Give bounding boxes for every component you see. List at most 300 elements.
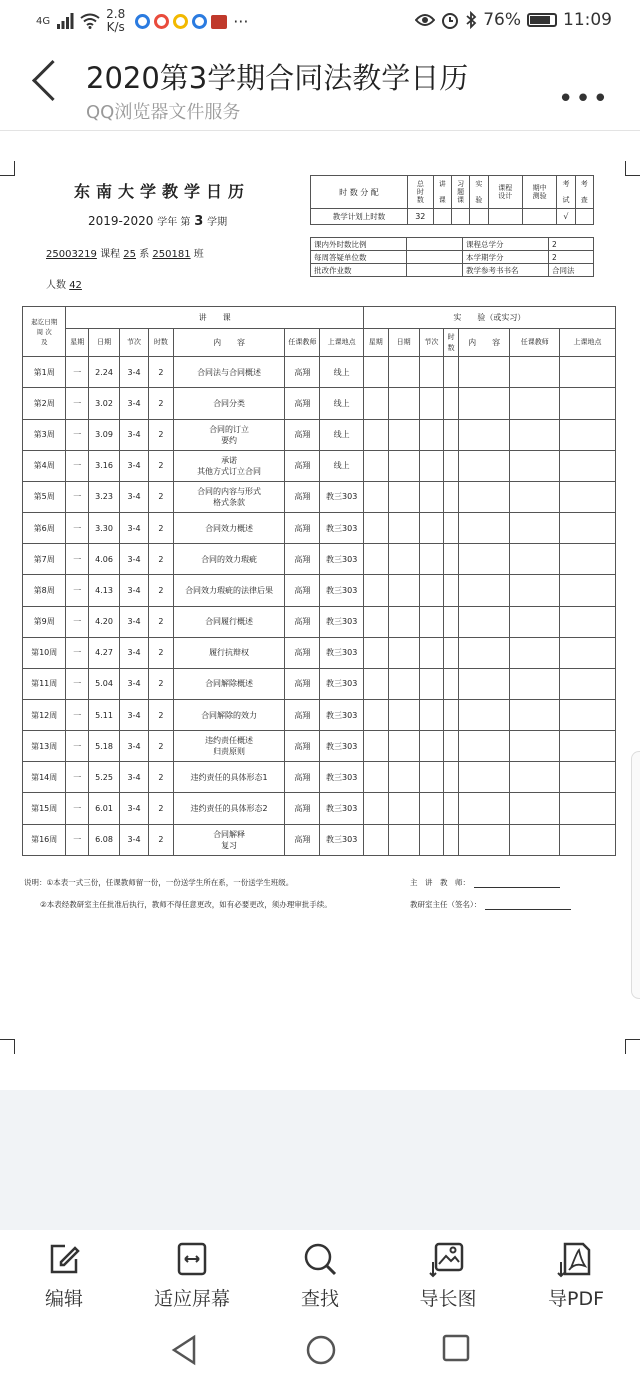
search-icon bbox=[301, 1240, 339, 1278]
cell-teacher: 高翔 bbox=[285, 513, 320, 544]
cell-period: 3-4 bbox=[120, 357, 149, 388]
cell-date: 5.18 bbox=[89, 731, 120, 762]
lab-cell bbox=[363, 606, 388, 637]
fit-screen-icon bbox=[173, 1240, 211, 1278]
lab-cell bbox=[458, 637, 510, 668]
lab-cell bbox=[510, 419, 560, 450]
cell-content: 合同分类 bbox=[173, 388, 285, 419]
document-page[interactable] bbox=[0, 131, 640, 1090]
cell-day: 一 bbox=[66, 762, 89, 793]
lab-cell bbox=[510, 481, 560, 512]
cell-date: 4.27 bbox=[89, 637, 120, 668]
lab-cell bbox=[560, 450, 616, 481]
cell-period: 3-4 bbox=[120, 419, 149, 450]
cell-date: 3.16 bbox=[89, 450, 120, 481]
cell-hours: 2 bbox=[149, 606, 174, 637]
document-title: 2020第3学期合同法教学日历 bbox=[86, 61, 469, 95]
lab-header: 实 验（或实习） bbox=[363, 307, 615, 329]
cell-day: 一 bbox=[66, 793, 89, 824]
lab-cell bbox=[419, 699, 444, 730]
cell-place: 线上 bbox=[320, 357, 363, 388]
cell-content: 合同效力瑕疵的法律后果 bbox=[173, 575, 285, 606]
cell-place: 教三303 bbox=[320, 793, 363, 824]
lab-cell bbox=[444, 606, 458, 637]
cell-hours: 2 bbox=[149, 824, 174, 855]
lab-cell bbox=[458, 793, 510, 824]
cell-teacher: 高翔 bbox=[285, 637, 320, 668]
lab-cell bbox=[363, 481, 388, 512]
edit-icon bbox=[45, 1240, 83, 1278]
lab-cell bbox=[419, 824, 444, 855]
scroll-handle[interactable] bbox=[631, 751, 640, 999]
eye-icon bbox=[415, 13, 435, 27]
lab-cell bbox=[560, 606, 616, 637]
lab-cell bbox=[363, 419, 388, 450]
lab-cell bbox=[419, 668, 444, 699]
cell-week: 第16周 bbox=[23, 824, 66, 855]
lab-cell bbox=[363, 450, 388, 481]
lab-cell bbox=[419, 762, 444, 793]
cell-hours: 2 bbox=[149, 637, 174, 668]
network-speed: 2.8 K/s bbox=[106, 7, 126, 34]
cell-hours: 2 bbox=[149, 513, 174, 544]
cell-period: 3-4 bbox=[120, 731, 149, 762]
cell-period: 3-4 bbox=[120, 668, 149, 699]
lab-cell bbox=[510, 388, 560, 419]
lab-cell bbox=[560, 544, 616, 575]
lab-cell bbox=[388, 513, 419, 544]
cell-week: 第9周 bbox=[23, 606, 66, 637]
table-row bbox=[23, 513, 616, 544]
cell-period: 3-4 bbox=[120, 575, 149, 606]
cell-period: 3-4 bbox=[120, 481, 149, 512]
lab-cell bbox=[419, 731, 444, 762]
lab-cell bbox=[388, 668, 419, 699]
cell-place: 教三303 bbox=[320, 513, 363, 544]
lab-cell bbox=[388, 388, 419, 419]
cell-hours: 2 bbox=[149, 699, 174, 730]
cell-hours: 2 bbox=[149, 731, 174, 762]
cell-hours: 2 bbox=[149, 544, 174, 575]
lab-cell bbox=[419, 575, 444, 606]
lab-cell bbox=[510, 544, 560, 575]
system-nav-bar bbox=[0, 1314, 640, 1386]
cell-day: 一 bbox=[66, 637, 89, 668]
cell-hours: 2 bbox=[149, 668, 174, 699]
battery-percent: 76% bbox=[483, 10, 521, 30]
lab-cell bbox=[458, 699, 510, 730]
status-left bbox=[36, 8, 248, 34]
lab-cell bbox=[458, 513, 510, 544]
lab-cell bbox=[388, 731, 419, 762]
lab-cell bbox=[458, 824, 510, 855]
cell-day: 一 bbox=[66, 357, 89, 388]
cell-period: 3-4 bbox=[120, 513, 149, 544]
lab-cell bbox=[388, 419, 419, 450]
credit-row: 批改作业数 教学参考书书名 合同法 bbox=[311, 264, 594, 277]
cell-content: 合同解除的效力 bbox=[173, 699, 285, 730]
document-source: QQ浏览器文件服务 bbox=[86, 102, 241, 123]
lab-cell bbox=[363, 575, 388, 606]
table-row bbox=[23, 637, 616, 668]
nav-back-icon[interactable] bbox=[170, 1334, 198, 1366]
crop-mark-top-right bbox=[625, 161, 640, 176]
cell-place: 线上 bbox=[320, 450, 363, 481]
cell-week: 第15周 bbox=[23, 793, 66, 824]
table-row bbox=[23, 824, 616, 855]
status-right bbox=[415, 10, 612, 30]
cell-date: 3.30 bbox=[89, 513, 120, 544]
cell-day: 一 bbox=[66, 513, 89, 544]
cell-content: 违约责任概述 归责原则 bbox=[173, 731, 285, 762]
table-row bbox=[23, 793, 616, 824]
cell-place: 线上 bbox=[320, 388, 363, 419]
crop-mark-top-left bbox=[0, 161, 15, 176]
cell-hours: 2 bbox=[149, 357, 174, 388]
lab-cell bbox=[388, 481, 419, 512]
cell-week: 第7周 bbox=[23, 544, 66, 575]
lab-cell bbox=[560, 731, 616, 762]
lab-cell bbox=[560, 637, 616, 668]
cell-date: 4.06 bbox=[89, 544, 120, 575]
app-header bbox=[0, 44, 640, 130]
lab-cell bbox=[560, 668, 616, 699]
lab-cell bbox=[560, 357, 616, 388]
more-options-icon[interactable]: ••• bbox=[557, 84, 610, 114]
lab-cell bbox=[560, 513, 616, 544]
long-image-icon bbox=[429, 1240, 467, 1278]
lab-cell bbox=[560, 419, 616, 450]
pdf-icon bbox=[557, 1240, 595, 1278]
lab-cell bbox=[458, 606, 510, 637]
lab-cell bbox=[363, 544, 388, 575]
lab-cell bbox=[510, 793, 560, 824]
university-heading: 东南大学教学日历 bbox=[74, 182, 251, 201]
lab-cell bbox=[363, 388, 388, 419]
credit-row: 每周答疑单位数 本学期学分 2 bbox=[311, 251, 594, 264]
cell-week: 第13周 bbox=[23, 731, 66, 762]
cell-hours: 2 bbox=[149, 419, 174, 450]
cell-day: 一 bbox=[66, 419, 89, 450]
lab-cell bbox=[419, 637, 444, 668]
cell-week: 第8周 bbox=[23, 575, 66, 606]
lab-cell bbox=[560, 481, 616, 512]
lab-cell bbox=[419, 450, 444, 481]
lab-cell bbox=[510, 824, 560, 855]
teacher-signature: 主 讲 教 师： bbox=[410, 877, 560, 888]
cell-place: 教三303 bbox=[320, 637, 363, 668]
lab-cell bbox=[419, 793, 444, 824]
lab-cell bbox=[444, 419, 458, 450]
cell-date: 3.09 bbox=[89, 419, 120, 450]
cell-date: 6.01 bbox=[89, 793, 120, 824]
student-count: 人数 42 bbox=[46, 280, 82, 291]
lab-cell bbox=[510, 699, 560, 730]
cell-teacher: 高翔 bbox=[285, 793, 320, 824]
cell-teacher: 高翔 bbox=[285, 731, 320, 762]
cell-teacher: 高翔 bbox=[285, 450, 320, 481]
cell-day: 一 bbox=[66, 481, 89, 512]
week-column-header: 起讫日期 周 次 及 bbox=[23, 307, 66, 357]
cell-teacher: 高翔 bbox=[285, 544, 320, 575]
lab-cell bbox=[510, 450, 560, 481]
cell-content: 合同履行概述 bbox=[173, 606, 285, 637]
nav-home-icon[interactable] bbox=[305, 1334, 337, 1366]
table-row bbox=[23, 575, 616, 606]
schedule-body bbox=[23, 357, 616, 856]
cell-day: 一 bbox=[66, 606, 89, 637]
alarm-icon bbox=[441, 11, 459, 29]
lab-cell bbox=[560, 793, 616, 824]
cell-day: 一 bbox=[66, 450, 89, 481]
cell-week: 第5周 bbox=[23, 481, 66, 512]
cell-content: 合同的内容与形式 格式条款 bbox=[173, 481, 285, 512]
lab-cell bbox=[388, 544, 419, 575]
wifi-icon bbox=[80, 13, 100, 29]
export-long-image-button[interactable]: 导长图 bbox=[384, 1230, 512, 1314]
lab-cell bbox=[458, 668, 510, 699]
back-arrow-icon[interactable] bbox=[32, 60, 73, 101]
lab-cell bbox=[388, 824, 419, 855]
lab-cell bbox=[458, 762, 510, 793]
nav-recent-icon[interactable] bbox=[442, 1334, 470, 1362]
table-row bbox=[23, 450, 616, 481]
lab-cell bbox=[510, 357, 560, 388]
lab-cell bbox=[388, 762, 419, 793]
lab-cell bbox=[363, 762, 388, 793]
lab-cell bbox=[510, 575, 560, 606]
cell-place: 线上 bbox=[320, 419, 363, 450]
lab-cell bbox=[458, 481, 510, 512]
lab-cell bbox=[444, 637, 458, 668]
lab-cell bbox=[560, 762, 616, 793]
table-row bbox=[23, 699, 616, 730]
cell-content: 合同效力概述 bbox=[173, 513, 285, 544]
cell-hours: 2 bbox=[149, 762, 174, 793]
page-background bbox=[0, 1090, 640, 1230]
lab-cell bbox=[444, 668, 458, 699]
lab-cell bbox=[560, 388, 616, 419]
cell-content: 承诺 其他方式订立合同 bbox=[173, 450, 285, 481]
cell-date: 3.02 bbox=[89, 388, 120, 419]
export-pdf-button[interactable]: 导PDF bbox=[512, 1230, 640, 1314]
cell-period: 3-4 bbox=[120, 544, 149, 575]
cell-content: 合同解释 复习 bbox=[173, 824, 285, 855]
cell-day: 一 bbox=[66, 699, 89, 730]
lab-cell bbox=[444, 481, 458, 512]
cell-period: 3-4 bbox=[120, 793, 149, 824]
cell-day: 一 bbox=[66, 544, 89, 575]
status-bar bbox=[0, 0, 640, 44]
lab-cell bbox=[458, 450, 510, 481]
bluetooth-icon bbox=[465, 11, 477, 29]
cell-date: 6.08 bbox=[89, 824, 120, 855]
table-row bbox=[23, 668, 616, 699]
lab-cell bbox=[388, 357, 419, 388]
network-label: 4G bbox=[36, 15, 51, 27]
cell-place: 教三303 bbox=[320, 481, 363, 512]
cell-week: 第3周 bbox=[23, 419, 66, 450]
lab-cell bbox=[388, 450, 419, 481]
cell-week: 第6周 bbox=[23, 513, 66, 544]
cell-week: 第1周 bbox=[23, 357, 66, 388]
lab-cell bbox=[510, 606, 560, 637]
find-button[interactable]: 查找 bbox=[256, 1230, 384, 1314]
lab-cell bbox=[444, 731, 458, 762]
lab-cell bbox=[510, 637, 560, 668]
cell-week: 第12周 bbox=[23, 699, 66, 730]
lab-cell bbox=[510, 762, 560, 793]
notification-icons bbox=[135, 14, 227, 29]
calendar-app-icon bbox=[211, 15, 227, 29]
cell-period: 3-4 bbox=[120, 606, 149, 637]
cell-date: 5.04 bbox=[89, 668, 120, 699]
lab-cell bbox=[458, 731, 510, 762]
note-1: 说明：①本表一式三份，任课教师留一份，一份送学生所在系，一份送学生班级。 bbox=[24, 878, 294, 887]
cell-period: 3-4 bbox=[120, 762, 149, 793]
lab-cell bbox=[363, 513, 388, 544]
lab-cell bbox=[388, 575, 419, 606]
cell-week: 第10周 bbox=[23, 637, 66, 668]
lab-cell bbox=[419, 513, 444, 544]
clock: 11:09 bbox=[563, 10, 612, 30]
cell-date: 5.25 bbox=[89, 762, 120, 793]
lab-cell bbox=[510, 668, 560, 699]
lecture-header: 讲 课 bbox=[66, 307, 363, 329]
cell-teacher: 高翔 bbox=[285, 699, 320, 730]
schedule-table: 起讫日期 周 次 及 讲 课 实 验（或实习） 星期 日期 节次 时数 内 容 任课教师 上课地点 星期 日期 节次 时数 内 容 任课教师 上课地点 第1周 一 2.24 3-4 2 合同法与合同概述 高翔 线上 第2周 一 3.02 3-4 2 合同分类 高翔 线上 第3周 一 3.09 3-4 2 合同的订立 要约 高翔 线上 第4周 一 3.16 3-4 2 承诺 其他方式订立合同 高翔 线上 第5周 一 3.23 3-4 2 合同的内容与形式 格式条款 高翔 教三303 第6周 一 3.30 3-4 2 合同效力概述 高翔 教三303 第7周 一 4.06 3-4 2 合同的效力瑕疵 高翔 教三303 第8周 一 4.13 3-4 2 合同效力瑕疵的法律后果 高翔 教三303 第9周 一 4.20 3-4 2 合同履行概述 高翔 教三303 第10周 一 4.27 3-4 2 履行抗辩权 高翔 教三303 第11周 一 5.04 3-4 2 合同解除概述 高翔 教三303 第12周 一 5.11 3-4 2 合同解除的效力 高翔 教三303 第13周 一 5.18 3-4 2 违约责任概述 归责原则 高翔 教三303 第14周 一 5.25 3-4 2 违约责任的具体形态1 高翔 教三303 第15周 一 6.01 3-4 2 违约责任的具体形态2 高翔 教三303 第16周 一 6.08 3-4 2 合同解释 复习 高翔 教三303 bbox=[22, 306, 616, 856]
cell-teacher: 高翔 bbox=[285, 824, 320, 855]
table-row bbox=[23, 357, 616, 388]
edit-button[interactable]: 编辑 bbox=[0, 1230, 128, 1314]
cell-day: 一 bbox=[66, 668, 89, 699]
lab-cell bbox=[444, 575, 458, 606]
lab-cell bbox=[444, 824, 458, 855]
cell-date: 4.13 bbox=[89, 575, 120, 606]
lab-cell bbox=[388, 793, 419, 824]
course-info: 25003219 课程 25 系 250181 班 bbox=[46, 249, 204, 260]
lab-cell bbox=[419, 357, 444, 388]
lab-cell bbox=[458, 544, 510, 575]
cell-content: 履行抗辩权 bbox=[173, 637, 285, 668]
table-row bbox=[23, 762, 616, 793]
lab-cell bbox=[419, 544, 444, 575]
lab-cell bbox=[419, 481, 444, 512]
signal-icon bbox=[56, 13, 74, 29]
crop-mark-bottom-left bbox=[0, 1039, 15, 1054]
cell-teacher: 高翔 bbox=[285, 388, 320, 419]
cell-date: 4.20 bbox=[89, 606, 120, 637]
cell-day: 一 bbox=[66, 575, 89, 606]
lab-cell bbox=[363, 824, 388, 855]
lab-cell bbox=[510, 513, 560, 544]
cell-teacher: 高翔 bbox=[285, 357, 320, 388]
lab-cell bbox=[388, 699, 419, 730]
lab-cell bbox=[458, 357, 510, 388]
cell-period: 3-4 bbox=[120, 388, 149, 419]
cell-content: 合同的订立 要约 bbox=[173, 419, 285, 450]
hours-allocation-table: 时 数 分 配 总 时 数 讲 课 习 题 课 实 验 课程 设计 期中 测验 考 试 考 查 教学计划上时数 32 √ bbox=[310, 175, 594, 225]
lab-cell bbox=[458, 419, 510, 450]
lab-cell bbox=[363, 731, 388, 762]
cell-week: 第4周 bbox=[23, 450, 66, 481]
note-2: ②本表经教研室主任批准后执行，教师不得任意更改，如有必要更改，须办理审批手续。 bbox=[40, 900, 332, 909]
cell-teacher: 高翔 bbox=[285, 668, 320, 699]
cell-place: 教三303 bbox=[320, 544, 363, 575]
app-icon-colorful bbox=[154, 14, 169, 29]
cell-date: 3.23 bbox=[89, 481, 120, 512]
cell-place: 教三303 bbox=[320, 824, 363, 855]
cell-content: 合同的效力瑕疵 bbox=[173, 544, 285, 575]
battery-icon bbox=[527, 13, 557, 27]
cell-hours: 2 bbox=[149, 388, 174, 419]
cell-place: 教三303 bbox=[320, 575, 363, 606]
table-row bbox=[23, 481, 616, 512]
lab-cell bbox=[444, 357, 458, 388]
lab-cell bbox=[444, 450, 458, 481]
table-row bbox=[23, 544, 616, 575]
cell-date: 5.11 bbox=[89, 699, 120, 730]
lab-cell bbox=[444, 793, 458, 824]
lab-cell bbox=[388, 637, 419, 668]
cell-week: 第14周 bbox=[23, 762, 66, 793]
lab-cell bbox=[363, 637, 388, 668]
lab-cell bbox=[444, 544, 458, 575]
cell-hours: 2 bbox=[149, 793, 174, 824]
cell-content: 合同法与合同概述 bbox=[173, 357, 285, 388]
cell-date: 2.24 bbox=[89, 357, 120, 388]
lab-cell bbox=[444, 762, 458, 793]
lab-cell bbox=[363, 668, 388, 699]
cell-hours: 2 bbox=[149, 481, 174, 512]
cell-teacher: 高翔 bbox=[285, 419, 320, 450]
academic-year: 2019-2020 学年 第 3 学期 bbox=[88, 214, 228, 229]
lab-cell bbox=[363, 357, 388, 388]
credit-table bbox=[310, 237, 594, 277]
cell-day: 一 bbox=[66, 388, 89, 419]
cell-week: 第2周 bbox=[23, 388, 66, 419]
cell-place: 教三303 bbox=[320, 762, 363, 793]
fit-screen-button[interactable]: 适应屏幕 bbox=[128, 1230, 256, 1314]
lab-cell bbox=[444, 388, 458, 419]
table-row bbox=[23, 606, 616, 637]
table-row bbox=[23, 419, 616, 450]
table-row bbox=[23, 731, 616, 762]
cell-period: 3-4 bbox=[120, 699, 149, 730]
more-notifications-icon: ··· bbox=[233, 11, 249, 31]
lab-cell bbox=[560, 575, 616, 606]
lab-cell bbox=[444, 699, 458, 730]
cell-hours: 2 bbox=[149, 450, 174, 481]
cell-content: 合同解除概述 bbox=[173, 668, 285, 699]
cell-teacher: 高翔 bbox=[285, 481, 320, 512]
lab-cell bbox=[458, 575, 510, 606]
cell-content: 违约责任的具体形态1 bbox=[173, 762, 285, 793]
crop-mark-bottom-right bbox=[625, 1039, 640, 1054]
credit-row: 课内外时数比例 课程总学分 2 bbox=[311, 238, 594, 251]
cell-period: 3-4 bbox=[120, 824, 149, 855]
lab-cell bbox=[560, 699, 616, 730]
lab-cell bbox=[419, 606, 444, 637]
lab-cell bbox=[363, 793, 388, 824]
lab-cell bbox=[510, 731, 560, 762]
table-row bbox=[23, 388, 616, 419]
lab-cell bbox=[419, 419, 444, 450]
cell-period: 3-4 bbox=[120, 637, 149, 668]
qq-browser-icon bbox=[135, 14, 150, 29]
lab-cell bbox=[419, 388, 444, 419]
lab-cell bbox=[363, 699, 388, 730]
